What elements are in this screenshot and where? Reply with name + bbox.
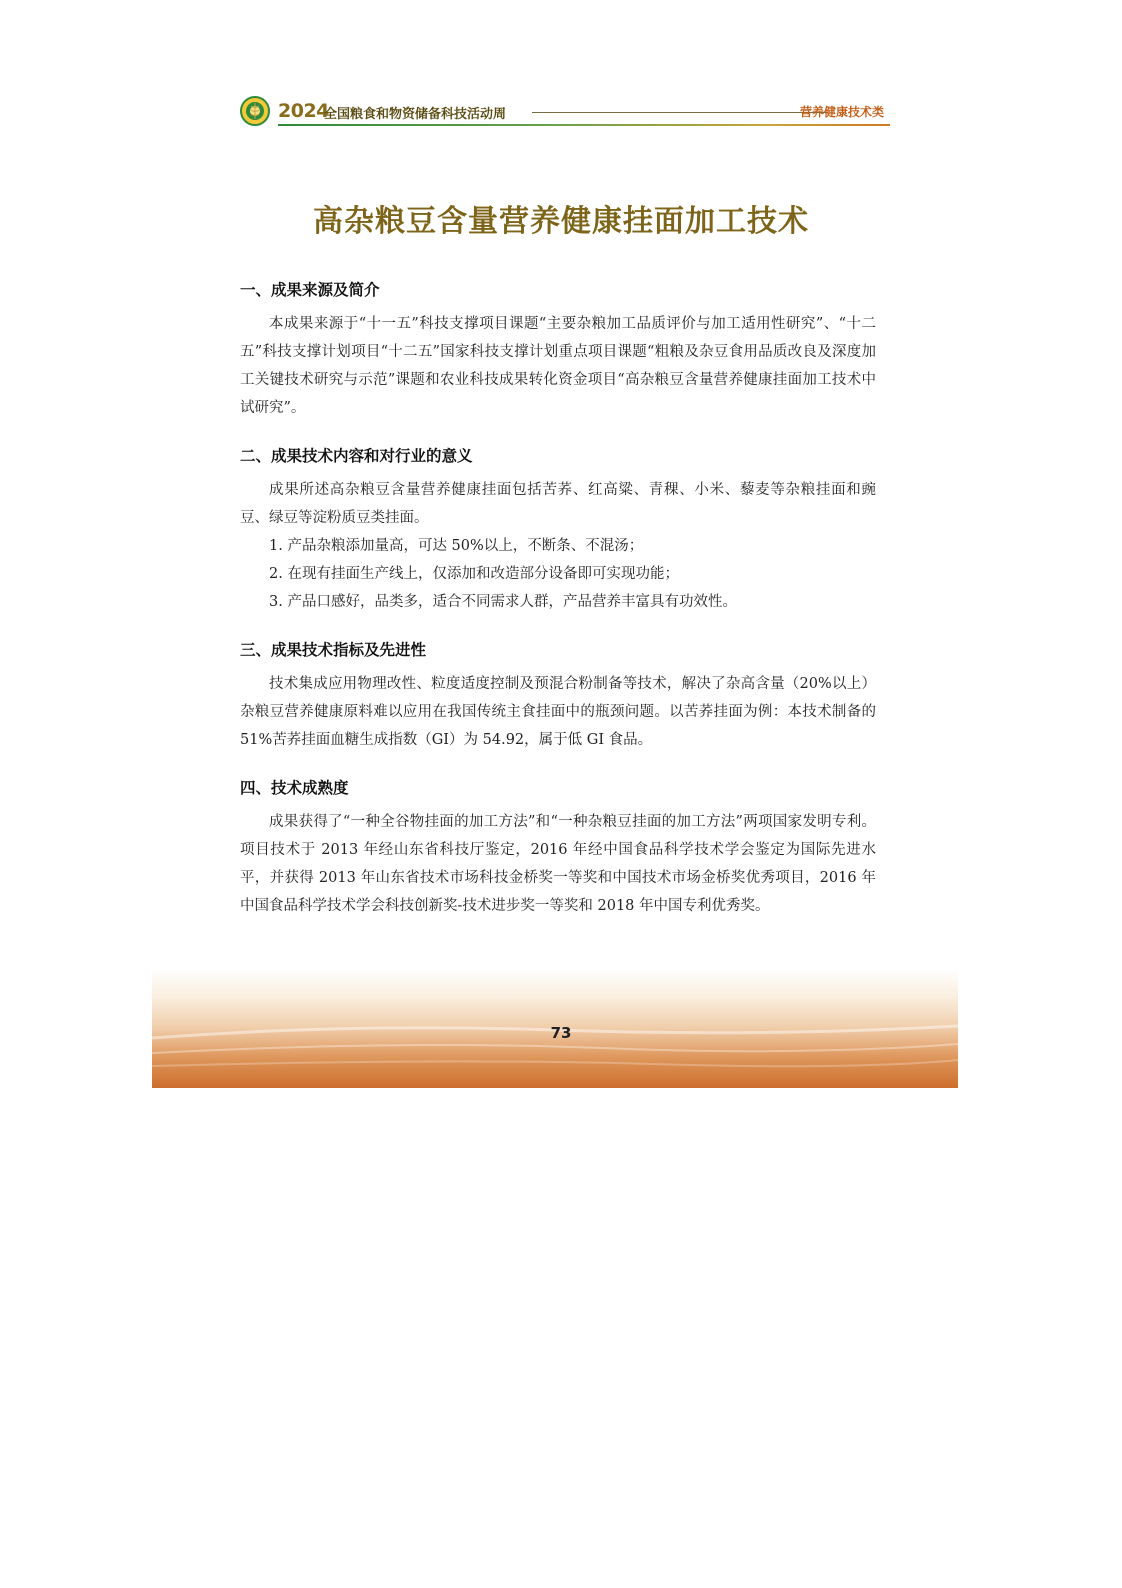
list-item: 2. 在现有挂面生产线上，仅添加和改造部分设备即可实现功能； bbox=[269, 566, 679, 582]
page-header bbox=[240, 96, 890, 128]
page-number: 73 bbox=[550, 1024, 572, 1042]
header-year: 2024 bbox=[278, 100, 329, 122]
list-item: 3. 产品口感好，品类多，适合不同需求人群，产品营养丰富具有功效性。 bbox=[269, 594, 737, 610]
section-heading: 三、成果技术指标及先进性 bbox=[240, 641, 427, 659]
section-paragraph: 本成果来源于“十一五”科技支撑项目课题“主要杂粮加工品质评价与加工适用性研究”、“十二五”科技支撑计划项目“十二五”国家科技支撑计划重点项目课题“粗粮及杂豆食用品质改良及深度加工关键技术研究与示范”课题和农业科技成果转化资金项目“高杂粮豆含量营养健康挂面加工技术中试研究”。 bbox=[240, 316, 876, 416]
section-source bbox=[240, 278, 876, 422]
header-divider bbox=[532, 112, 828, 113]
list-item: 1. 产品杂粮添加量高，可达 50%以上，不断条、不混汤； bbox=[269, 538, 644, 554]
section-maturity bbox=[240, 776, 876, 920]
section-indicators bbox=[240, 638, 876, 754]
header-event-title: 全国粮食和物资储备科技活动周 bbox=[324, 107, 507, 122]
section-heading: 二、成果技术内容和对行业的意义 bbox=[240, 447, 473, 465]
section-heading: 四、技术成熟度 bbox=[240, 779, 349, 797]
section-paragraph: 技术集成应用物理改性、粒度适度控制及预混合粉制备等技术，解决了杂高含量（20%以上）杂粮豆营养健康原料难以应用在我国传统主食挂面中的瓶颈问题。以苦荞挂面为例：本技术制备的 51%苦荞挂面血糖生成指数（GI）为 54.92，属于低 GI 食品。 bbox=[240, 676, 876, 748]
section-content bbox=[240, 444, 876, 616]
section-paragraph: 成果获得了“一种全谷物挂面的加工方法”和“一种杂粮豆挂面的加工方法”两项国家发明专利。项目技术于 2013 年经山东省科技厅鉴定，2016 年经中国食品科学技术学会鉴定为国际先进水平，并获得 2013 年山东省技术市场科技金桥奖一等奖和中国技术市场金桥奖优秀项目，2016 年中国食品科学技术学会科技创新奖-技术进步奖一等奖和 2018 年中国专利优秀奖。 bbox=[240, 814, 876, 914]
grain-emblem-icon bbox=[240, 96, 270, 126]
section-paragraph: 成果所述高杂粮豆含量营养健康挂面包括苦荞、红高粱、青稞、小米、藜麦等杂粮挂面和豌豆、绿豆等淀粉质豆类挂面。 bbox=[240, 482, 876, 526]
section-heading: 一、成果来源及简介 bbox=[240, 281, 380, 299]
page-title: 高杂粮豆含量营养健康挂面加工技术 bbox=[313, 204, 809, 239]
document-body bbox=[240, 278, 876, 942]
header-category: 营养健康技术类 bbox=[799, 105, 884, 119]
header-underline bbox=[278, 124, 890, 126]
